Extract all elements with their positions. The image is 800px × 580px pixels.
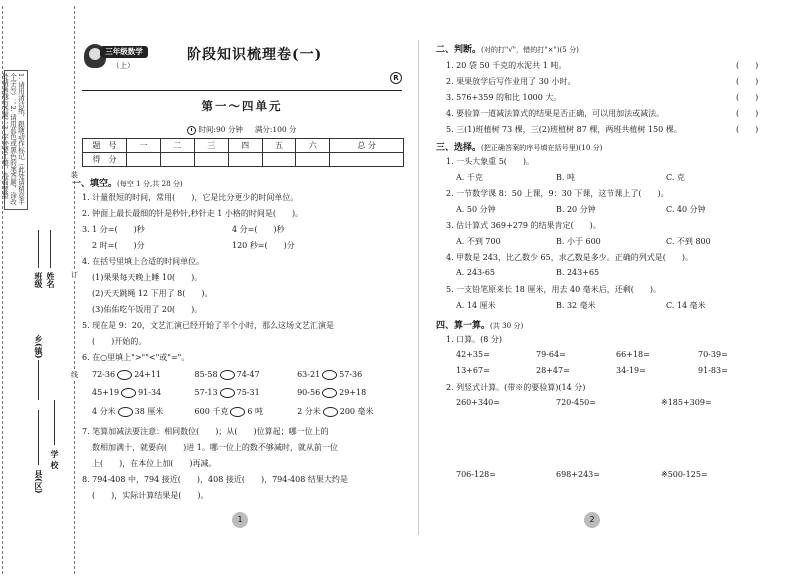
choice-option[interactable]: C. 14 毫米 [666, 301, 706, 310]
question-6: 6. 在○里填上">""<"或"="。 [82, 353, 190, 362]
score-cell[interactable] [127, 153, 161, 167]
vertical-title: 2. 列竖式计算。(带※的要验算)(14 分) [446, 383, 586, 392]
table-cell: 五 [262, 139, 296, 153]
compare-left: 4 分米 [92, 407, 116, 416]
registered-mark: R [390, 72, 402, 84]
choice-option[interactable]: C. 克 [666, 173, 685, 182]
oral-problem: 70-39= [698, 350, 728, 359]
question-4-3: (3)佑佑吃午饭用了 20( )。 [92, 305, 203, 314]
question-7a: 7. 笔算加减法要注意：相同数位( )；从( )位算起；哪一位上的 [82, 427, 329, 436]
score-cell[interactable] [330, 153, 404, 167]
compare-right: 74-47 [236, 370, 260, 379]
class-label: 班级 [34, 272, 44, 288]
instructions-box: 1. 请用清洁纸，跟随动作标记（此处请留意半个字号）；2. 请用蓝色或黑色的笔答题，涂改处请画线后答题；3. 字迹要工整，卷面要整 [4, 70, 28, 210]
county-line [38, 410, 39, 465]
section-choice-heading [436, 140, 602, 153]
vertical-problem: 698+243= [556, 470, 600, 479]
table-cell: 二 [160, 139, 194, 153]
section-title: 三、选择。 [436, 143, 482, 153]
table-cell: 四 [228, 139, 262, 153]
county-label: 县(区) [34, 470, 44, 494]
compare-left: 90-56 [297, 388, 321, 397]
class-line [38, 230, 39, 268]
choice-option[interactable]: B. 吨 [556, 173, 575, 182]
question-4-1: (1)果果每天晚上睡 10( )。 [92, 273, 203, 282]
choice-option[interactable]: A. 50 分钟 [456, 205, 496, 214]
answer-paren[interactable]: ( ) [736, 109, 759, 118]
page-number: 2 [584, 512, 600, 528]
compare-circle[interactable] [322, 388, 337, 398]
compare-circle[interactable] [322, 370, 337, 380]
score-table [82, 138, 404, 167]
compare-left: 57-13 [194, 388, 218, 397]
judge-item: 1. 20 袋 50 千克的水泥共 1 吨。 [446, 61, 567, 70]
compare-circle[interactable] [220, 388, 235, 398]
exam-info [82, 124, 402, 135]
question-3a-2: 4 分=( )秒 [232, 225, 285, 234]
title-divider [82, 90, 402, 91]
compare-right: 24+11 [134, 370, 162, 379]
compare-right: 200 毫米 [339, 407, 374, 416]
choice-option[interactable]: B. 243+65 [556, 268, 600, 277]
town-line [38, 360, 39, 400]
choice-question: 5. 一支铅笔原来长 18 厘米，用去 40 毫米后，还剩( )。 [446, 285, 661, 294]
oral-title: 1. 口算。(8 分) [446, 335, 503, 344]
grade-badge [82, 42, 144, 72]
vertical-problem: ※500-125= [661, 470, 708, 479]
question-3a-1: 3. 1 分=( )秒 [82, 225, 145, 234]
section-calc-heading [436, 318, 523, 331]
choice-option[interactable]: A. 不到 700 [456, 237, 501, 246]
full-score: 满分:100 分 [254, 125, 297, 134]
table-cell: 题 号 [83, 139, 127, 153]
section-note: (把正确答案的序号填在括号里)(10 分) [481, 143, 603, 152]
choice-question: 2. 一节数学课 8：50 上课，9：30 下课，这节课上了( )。 [446, 189, 669, 198]
badge-sub: （上） [112, 61, 135, 70]
compare-right: 6 吨 [247, 407, 263, 416]
compare-right: 91-34 [138, 388, 162, 397]
oral-problem: 28+47= [536, 366, 570, 375]
score-cell[interactable] [228, 153, 262, 167]
choice-option[interactable]: A. 243-65 [456, 268, 496, 277]
section-fill-heading [72, 176, 183, 189]
question-5a: 5. 现在是 9：20，文艺汇演已经开始了半个小时，那么这场文艺汇演是 [82, 321, 334, 330]
compare-left: 2 分米 [297, 407, 321, 416]
compare-row [92, 406, 397, 417]
compare-circle[interactable] [117, 370, 132, 380]
question-4-2: (2)天天跳绳 12 下用了 8( )。 [92, 289, 213, 298]
oral-problem: 79-64= [536, 350, 566, 359]
question-2: 2. 钟面上最长最细的针是秒针,秒针走 1 小格的时间是( )。 [82, 209, 304, 218]
cut-char-3: 线 [71, 371, 78, 379]
compare-left: 72-36 [92, 370, 116, 379]
compare-circle[interactable] [323, 407, 338, 417]
choice-option[interactable]: B. 20 分钟 [556, 205, 596, 214]
section-title: 一、填空。 [72, 179, 118, 189]
compare-left: 63-21 [297, 370, 321, 379]
oral-problem: 34-19= [616, 366, 646, 375]
choice-option[interactable]: A. 14 厘米 [456, 301, 496, 310]
section-note: (共 30 分) [490, 321, 524, 330]
choice-option[interactable]: C. 不到 800 [666, 237, 711, 246]
choice-question: 3. 估计算式 369+279 的结果肯定( )。 [446, 221, 601, 230]
page-divider [418, 40, 419, 535]
compare-right: 57-36 [339, 370, 363, 379]
table-cell: 三 [194, 139, 228, 153]
cut-char-1: 装 [71, 171, 78, 179]
compare-circle[interactable] [220, 370, 235, 380]
question-7b: 数相加满十，就要向( )进 1。哪一位上的数不够减时，就从前一位 [92, 443, 338, 452]
question-4: 4. 在括号里填上合适的时间单位。 [82, 257, 205, 266]
name-label: 姓名 [46, 272, 56, 288]
judge-item: 2. 果果放学后写作业用了 30 小时。 [446, 77, 576, 86]
school-label: 学 校 [50, 450, 60, 469]
compare-left: 85-58 [194, 370, 218, 379]
section-note: (每空 1 分,共 28 分) [117, 179, 183, 188]
question-8a: 8. 794-408 中，794 接近( )，408 接近( )，794-408 结果大约是 [82, 475, 348, 484]
score-header-row [83, 139, 404, 153]
vertical-problem: ※185+309= [661, 398, 712, 407]
score-cell[interactable] [160, 153, 194, 167]
score-cell[interactable] [194, 153, 228, 167]
compare-circle[interactable] [118, 407, 133, 417]
town-label: 乡(镇) [34, 335, 44, 359]
page-title: 阶段知识梳理卷(一) [187, 47, 323, 63]
question-7c: 上( )，在本位上加( )再减。 [92, 459, 217, 468]
question-3b-2: 120 秒=( )分 [232, 241, 295, 250]
school-line [54, 400, 55, 445]
oral-problem: 42+35= [456, 350, 490, 359]
section-judge-heading [436, 42, 579, 55]
answer-paren[interactable]: ( ) [736, 61, 759, 70]
judge-item: 5. 三(1)班植树 73 棵，三(2)班植树 87 棵，两班共植树 150 棵。 [446, 125, 682, 134]
compare-right: 29+18 [339, 388, 367, 397]
section-title: 四、算一算。 [436, 321, 491, 331]
judge-item: 3. 576+359 的和比 1000 大。 [446, 93, 562, 102]
question-5b: ( )开始的。 [92, 337, 147, 346]
question-8b: ( )，实际计算结果是( )。 [92, 491, 209, 500]
clock-icon [187, 126, 196, 135]
cut-char-2: 订 [71, 271, 78, 279]
cut-line [74, 6, 75, 574]
unit-title: 第一～四单元 [201, 99, 283, 113]
score-cell[interactable] [262, 153, 296, 167]
page-number: 1 [232, 512, 248, 528]
section-note: (对的打"√"，错的打"×")(5 分) [481, 45, 579, 54]
compare-row [92, 370, 397, 380]
compare-circle[interactable] [230, 407, 245, 417]
answer-paren[interactable]: ( ) [736, 93, 759, 102]
choice-question: 4. 甲数是 243，比乙数少 65，求乙数是多少。正确的列式是( )。 [446, 253, 693, 262]
oral-problem: 91-83= [698, 366, 728, 375]
compare-left: 45+19 [92, 388, 120, 397]
name-line [50, 230, 51, 268]
compare-row [92, 388, 397, 398]
vertical-problem: 720-450= [556, 398, 596, 407]
table-cell: 六 [296, 139, 330, 153]
oral-problem: 13+67= [456, 366, 490, 375]
table-cell: 总 分 [330, 139, 404, 153]
choice-option[interactable]: C. 40 分钟 [666, 205, 706, 214]
question-3b-1: 2 时=( )分 [92, 241, 145, 250]
compare-left: 600 千克 [194, 407, 229, 416]
oral-problem: 66+18= [616, 350, 650, 359]
vertical-problem: 260+340= [456, 398, 500, 407]
table-cell: 一 [127, 139, 161, 153]
choice-question: 1. 一头大象重 5( )。 [446, 157, 535, 166]
answer-paren[interactable]: ( ) [736, 77, 759, 86]
badge-label: 三年级数学 [100, 46, 148, 58]
table-cell: 得 分 [83, 153, 127, 167]
question-1: 1. 计量很短的时间，常用( )，它是比分更少的时间单位。 [82, 193, 299, 202]
choice-option[interactable]: B. 32 毫米 [556, 301, 596, 310]
answer-paren[interactable]: ( ) [736, 125, 759, 134]
time-limit: 时间:90 分钟 [198, 125, 243, 134]
section-title: 二、判断。 [436, 45, 482, 55]
score-input-row [83, 153, 404, 167]
score-cell[interactable] [296, 153, 330, 167]
binding-strip [0, 0, 78, 580]
vertical-problem: 706-128= [456, 470, 496, 479]
compare-right: 38 厘米 [134, 407, 164, 416]
judge-item: 4. 要验算一道减法算式的结果是否正确，可以用加法或减法。 [446, 109, 665, 118]
compare-right: 75-31 [236, 388, 260, 397]
choice-option[interactable]: A. 千克 [456, 173, 483, 182]
compare-circle[interactable] [121, 388, 136, 398]
choice-option[interactable]: B. 小于 600 [556, 237, 601, 246]
